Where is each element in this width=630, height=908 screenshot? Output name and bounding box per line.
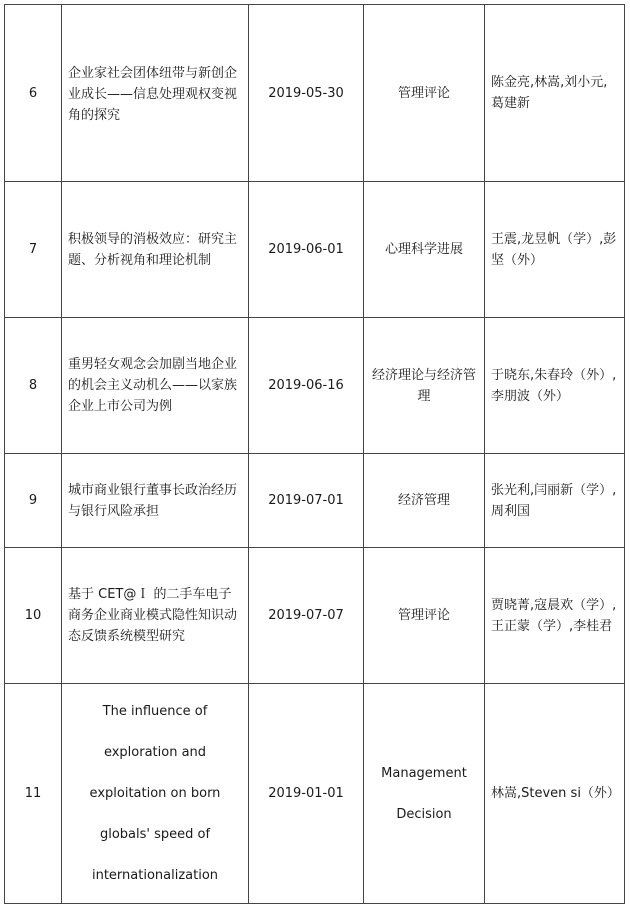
paper-title: 企业家社会团体纽带与新创企业成长——信息处理观权变视角的探究 [62,5,249,182]
author-list: 张光利,闫丽新（学）,周利国 [485,454,625,548]
paper-title: The influence of exploration and exploitation on born globals' speed of internationalization [62,684,249,904]
row-number: 11 [5,684,62,904]
author-list: 王震,龙昱帆（学）,彭坚（外） [485,182,625,318]
author-list: 贾晓菁,寇晨欢（学）,王正蒙（学）,李桂君 [485,548,625,684]
publication-table [4,4,625,904]
journal-name: 心理科学进展 [364,182,485,318]
table-row [5,182,625,318]
table-row [5,5,625,182]
table-row [5,454,625,548]
paper-title: 重男轻女观念会加剧当地企业的机会主义动机么——以家族企业上市公司为例 [62,318,249,454]
publish-date: 2019-07-01 [249,454,364,548]
author-list: 林嵩,Steven si（外） [485,684,625,904]
publish-date: 2019-07-07 [249,548,364,684]
row-number: 7 [5,182,62,318]
publish-date: 2019-06-16 [249,318,364,454]
paper-title: 基于 CET@Ｉ 的二手车电子商务企业商业模式隐性知识动态反馈系统模型研究 [62,548,249,684]
table-row [5,318,625,454]
publish-date: 2019-01-01 [249,684,364,904]
row-number: 10 [5,548,62,684]
table-row [5,548,625,684]
journal-name: 管理评论 [364,5,485,182]
row-number: 6 [5,5,62,182]
publish-date: 2019-05-30 [249,5,364,182]
table-row [5,684,625,904]
publish-date: 2019-06-01 [249,182,364,318]
journal-name: 经济管理 [364,454,485,548]
journal-name: 经济理论与经济管理 [364,318,485,454]
author-list: 陈金亮,林嵩,刘小元,葛建新 [485,5,625,182]
journal-name: Management Decision [364,684,485,904]
paper-title: 积极领导的消极效应：研究主题、分析视角和理论机制 [62,182,249,318]
row-number: 9 [5,454,62,548]
author-list: 于晓东,朱春玲（外）,李朋波（外） [485,318,625,454]
row-number: 8 [5,318,62,454]
journal-name: 管理评论 [364,548,485,684]
paper-title: 城市商业银行董事长政治经历与银行风险承担 [62,454,249,548]
